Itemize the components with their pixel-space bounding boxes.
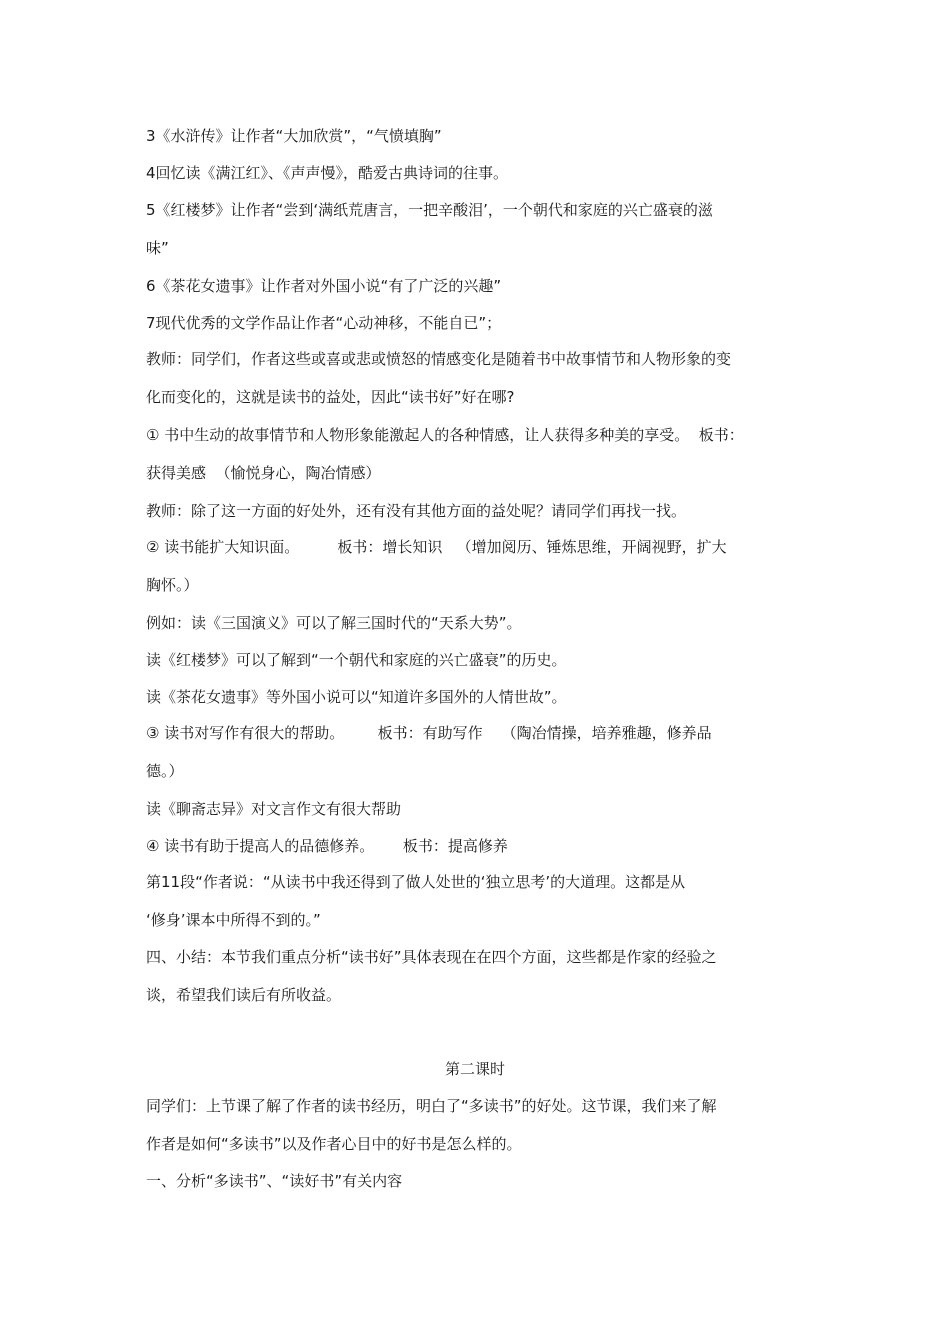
text-line: 作者是如何“多读书”以及作者心目中的好书是怎么样的。 [146,1135,522,1153]
text-line: 获得美感 （愉悦身心，陶冶情感） [146,464,381,482]
text-line: 读《聊斋志异》对文言作文有很大帮助 [146,800,402,818]
text-line: 读《红楼梦》可以了解到“一个朝代和家庭的兴亡盛衰”的历史。 [146,651,567,669]
text-line: 化而变化的，这就是读书的益处，因此“读书好”好在哪? [146,388,515,406]
text-line: 味” [146,239,169,257]
text-line: ① 书中生动的故事情节和人物形象能激起人的各种情感，让人获得多种美的享受。 板书： [146,426,744,444]
text-line: 3《水浒传》让作者“大加欣赏”，“气愤填胸” [146,127,442,145]
text-line: 读《茶花女遗事》等外国小说可以“知道许多国外的人情世故”。 [146,688,567,706]
text-line: 胸怀。） [146,576,199,594]
text-line: 一、分析“多读书”、“读好书”有关内容 [146,1172,403,1190]
text-line: 7现代优秀的文学作品让作者“心动神移，不能自已”； [146,314,502,332]
text-line: 6《茶花女遗事》让作者对外国小说“有了广泛的兴趣” [146,277,502,295]
text-line: ③ 读书对写作有很大的帮助。 板书：有助写作 （陶冶情操，培养雅趣，修养品 [146,724,712,742]
section-title: 第二课时 [444,1060,505,1078]
text-line: 德。） [146,762,184,780]
text-line: 教师：同学们，作者这些或喜或悲或愤怒的情感变化是随着书中故事情节和人物形象的变 [146,350,732,368]
text-line: 四、小结：本节我们重点分析“读书好”具体表现在在四个方面，这些都是作家的经验之 [146,948,717,966]
text-line: 第11段“作者说：“从读书中我还得到了做人处世的‘独立思考’的大道理。这都是从 [146,873,686,891]
text-line: 同学们：上节课了解了作者的读书经历，明白了“多读书”的好处。这节课，我们来了解 [146,1097,717,1115]
text-line: ② 读书能扩大知识面。 板书：增长知识 （增加阅历、锤炼思维，开阔视野，扩大 [146,538,727,556]
text-line: 教师：除了这一方面的好处外，还有没有其他方面的益处呢？请同学们再找一找。 [146,502,687,520]
text-line: 4回忆读《满江红》、《声声慢》，酷爱古典诗词的往事。 [146,164,509,182]
text-line: 5《红楼梦》让作者“尝到‘满纸荒唐言，一把辛酸泪’，一个朝代和家庭的兴亡盛衰的滋 [146,201,713,219]
text-line: ‘修身’课本中所得不到的。” [146,911,321,929]
text-line: 谈，希望我们读后有所收益。 [146,986,342,1004]
text-line: 例如：读《三国演义》可以了解三国时代的“天系大势”。 [146,614,522,632]
text-line: ④ 读书有助于提高人的品德修养。 板书：提高修养 [146,837,508,855]
